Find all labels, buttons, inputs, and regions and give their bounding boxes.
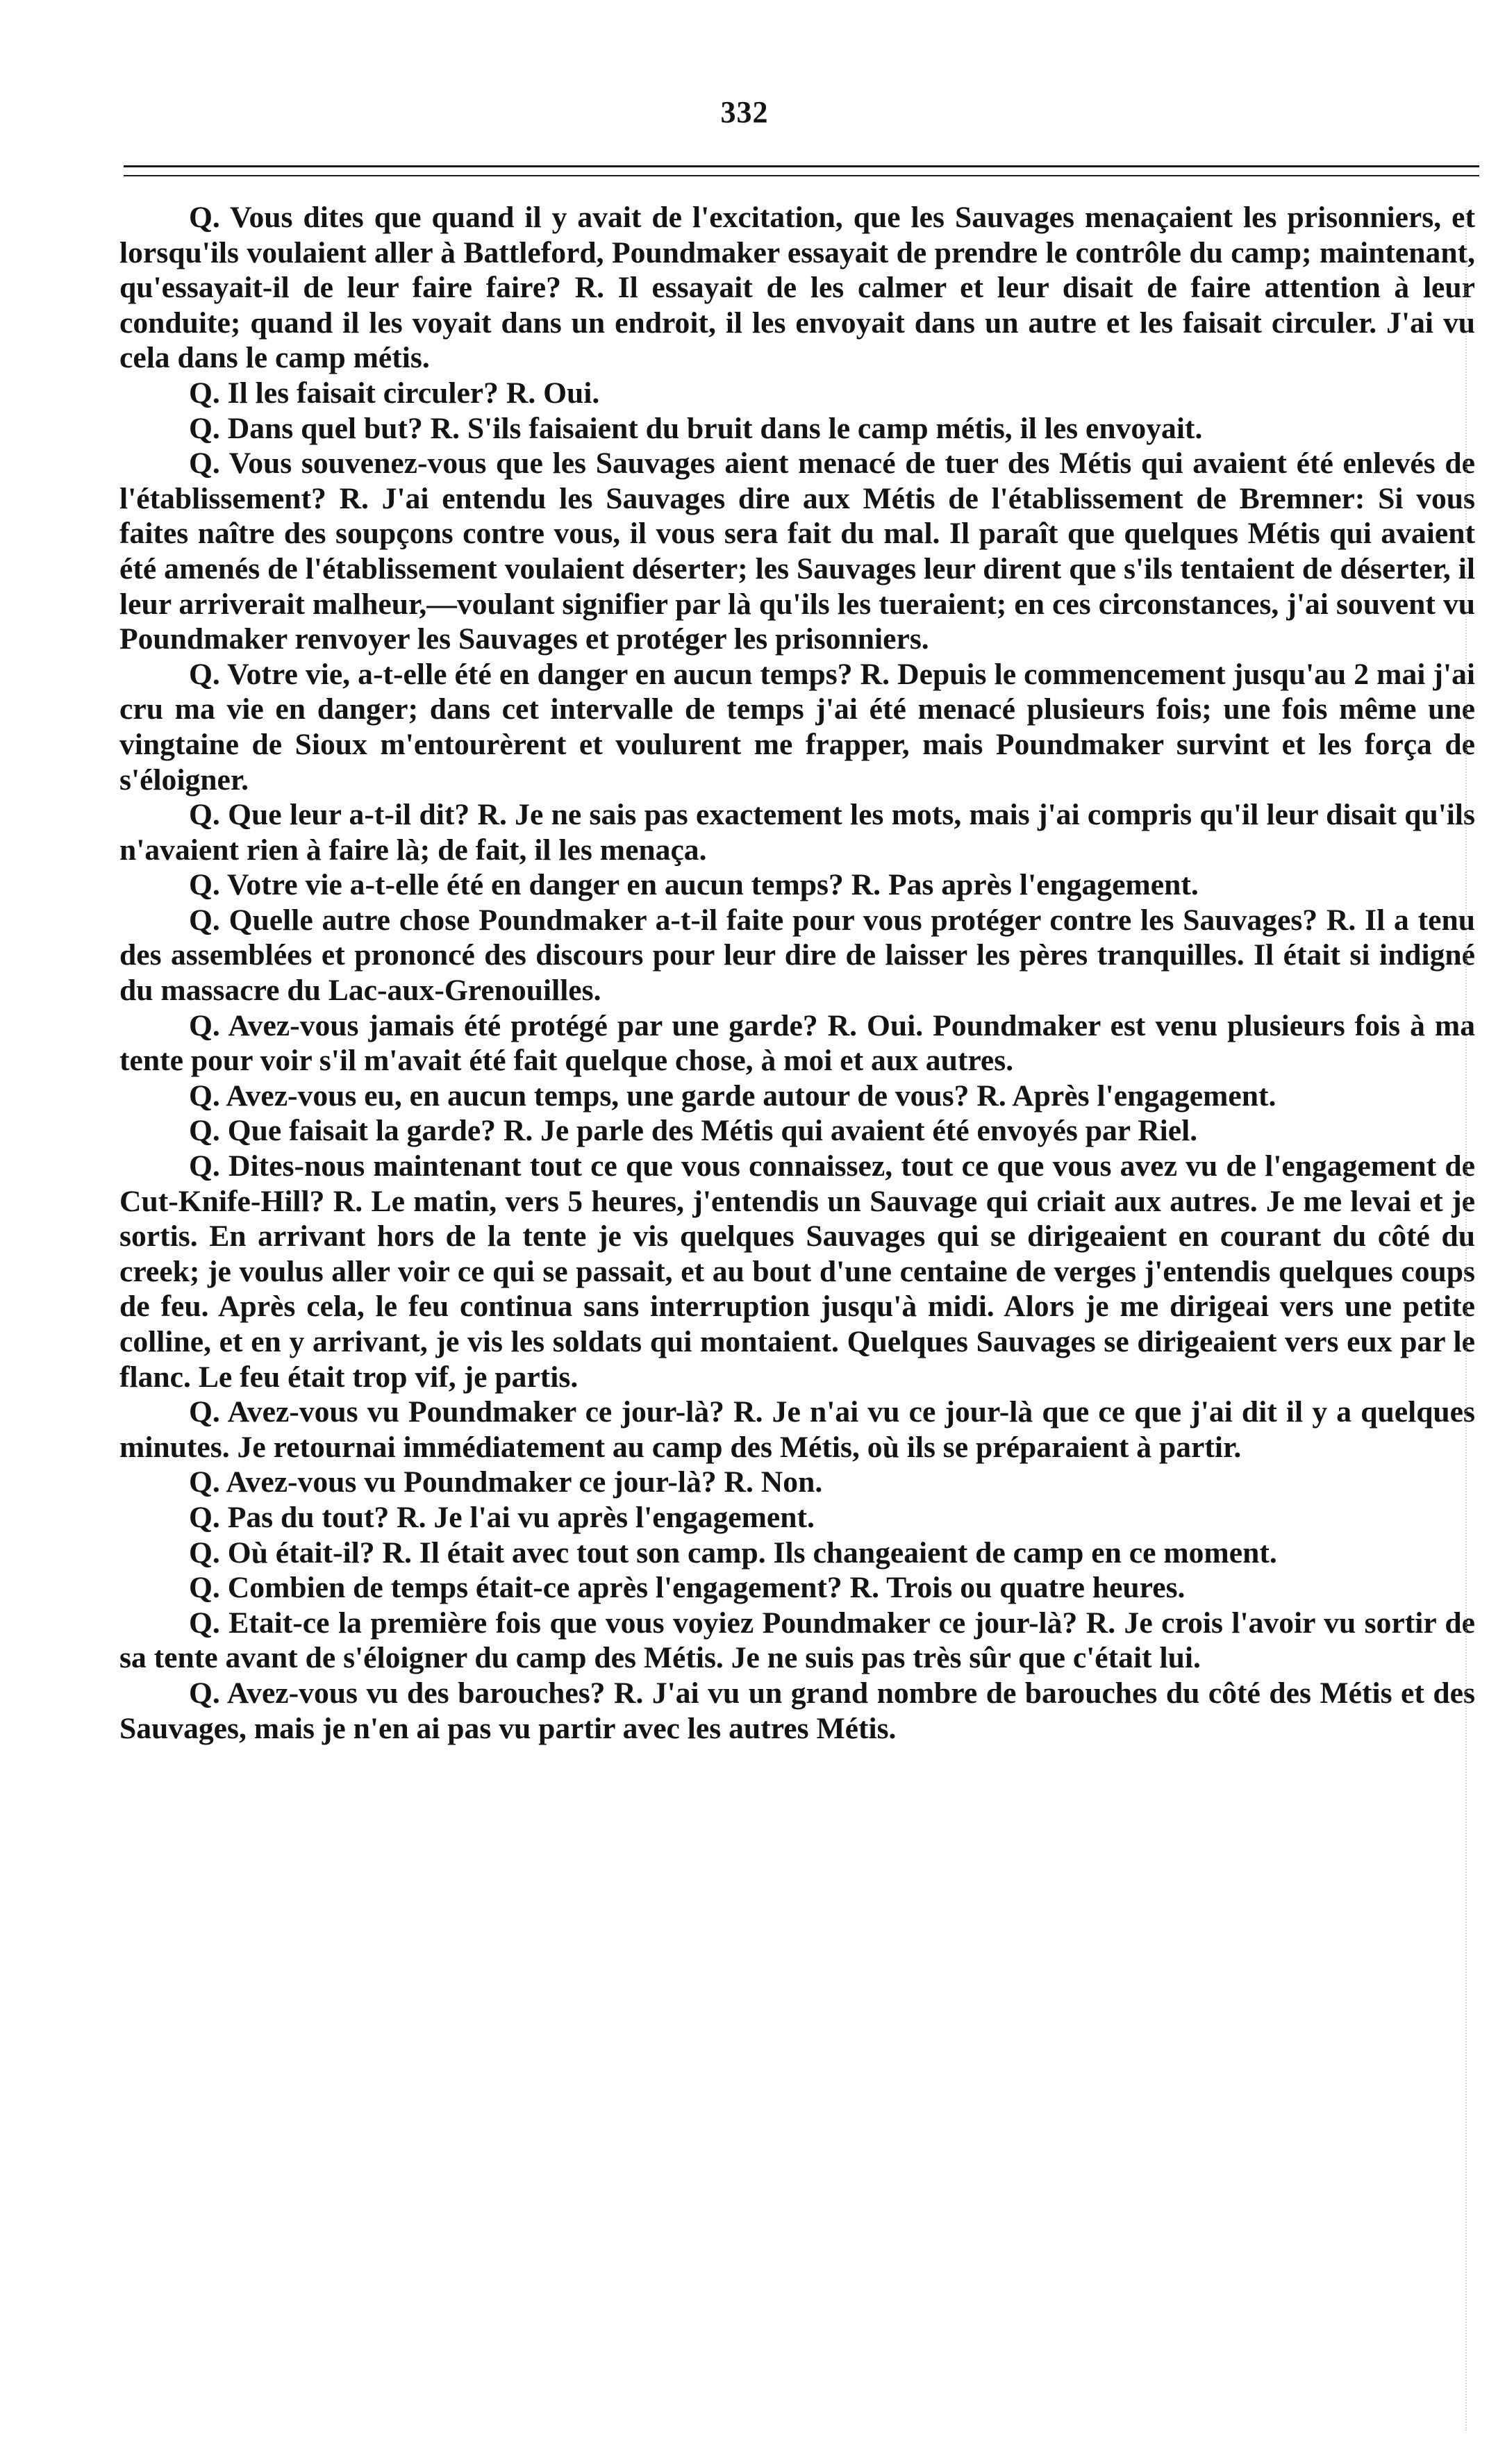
paragraph: Q. Vous souvenez-vous que les Sauvages aient menacé de tuer des Métis qui avaient été enlevés de l'établissement? R. J'ai entendu les Sauvages dire aux Métis de l'établissement de Bremner: Si vous faites naître des soupçons contre vous, il vous sera fait du mal. Il paraît que quelques Métis qui avaient été amenés de l'établissement voulaient déserter; les Sauvages leur dirent que s'ils tentaient de déserter, il leur arriverait malheur,—voulant signifier par là qu'ils les tueraient; en ces circonstances, j'ai souvent vu Poundmaker renvoyer les Sauvages et protéger les prisonniers. [119, 447, 1475, 656]
page-number: 332 [720, 95, 769, 129]
paragraph: Q. Il les faisait circuler? R. Oui. [189, 376, 600, 410]
paragraph: Q. Dans quel but? R. S'ils faisaient du bruit dans le camp métis, il les envoyait. [189, 411, 1203, 445]
paragraph: Q. Avez-vous vu Poundmaker ce jour-là? R. Non. [189, 1465, 823, 1499]
scan-margin-marks [1465, 208, 1488, 2431]
header-rule-bottom [124, 175, 1479, 176]
header-rule-top [124, 165, 1479, 167]
paragraph: Q. Que leur a-t-il dit? R. Je ne sais pas exactement les mots, mais j'ai compris qu'il leur disait qu'ils n'avaient rien à faire là; de fait, il les menaça. [119, 798, 1475, 867]
paragraph: Q. Avez-vous vu Poundmaker ce jour-là? R. Je n'ai vu ce jour-là que ce que j'ai dit il y a quelques minutes. Je retournai immédiatement au camp des Métis, où ils se préparaient à partir. [119, 1395, 1475, 1464]
paragraph: Q. Avez-vous vu des barouches? R. J'ai vu un grand nombre de barouches du côté des Métis et des Sauvages, mais je n'en ai pas vu partir avec les autres Métis. [119, 1676, 1475, 1745]
paragraph: Q. Quelle autre chose Poundmaker a-t-il faite pour vous protéger contre les Sauvages? R. Il a tenu des assemblées et prononcé des discours pour leur dire de laisser les pères tranquilles. Il était si indigné du massacre du Lac-aux-Grenouilles. [119, 903, 1475, 1008]
paragraph: Q. Dites-nous maintenant tout ce que vous connaissez, tout ce que vous avez vu de l'engagement de Cut-Knife-Hill? R. Le matin, vers 5 heures, j'entendis un Sauvage qui criait aux autres. Je me levai et je sortis. En arrivant hors de la tente je vis quelques Sauvages qui se dirigeaient en courant du côté du creek; je voulus aller voir ce qui se passait, et au bout d'une centaine de verges j'entendis quelques coups de feu. Après cela, le feu continua sans interruption jusqu'à midi. Alors je me dirigeai vers une petite colline, et en y arrivant, je vis les soldats qui montaient. Quelques Sauvages se dirigeaient vers eux par le flanc. Le feu était trop vif, je partis. [119, 1149, 1475, 1394]
paragraph: Q. Pas du tout? R. Je l'ai vu après l'engagement. [189, 1500, 815, 1534]
body-text [119, 200, 1475, 1746]
paragraph: Q. Combien de temps était-ce après l'engagement? R. Trois ou quatre heures. [189, 1571, 1186, 1605]
paragraph: Q. Votre vie, a-t-elle été en danger en aucun temps? R. Depuis le commencement jusqu'au 2 mai j'ai cru ma vie en danger; dans cet intervalle de temps j'ai été menacé plusieurs fois; une fois même une vingtaine de Sioux m'entourèrent et voulurent me frapper, mais Poundmaker survint et les força de s'éloigner. [119, 657, 1475, 797]
paragraph: Q. Etait-ce la première fois que vous voyiez Poundmaker ce jour-là? R. Je crois l'avoir vu sortir de sa tente avant de s'éloigner du camp des Métis. Je ne suis pas très sûr que c'était lui. [119, 1606, 1475, 1675]
paragraph: Q. Votre vie a-t-elle été en danger en aucun temps? R. Pas après l'engagement. [189, 868, 1199, 902]
paragraph: Q. Avez-vous jamais été protégé par une garde? R. Oui. Poundmaker est venu plusieurs fois à ma tente pour voir s'il m'avait été fait quelque chose, à moi et aux autres. [119, 1008, 1475, 1078]
paragraph: Q. Vous dites que quand il y avait de l'excitation, que les Sauvages menaçaient les prisonniers, et lorsqu'ils voulaient aller à Battleford, Poundmaker essayait de prendre le contrôle du camp; maintenant, qu'essayait-il de leur faire faire? R. Il essayait de les calmer et leur disait de faire attention à leur conduite; quand il les voyait dans un endroit, il les envoyait dans un autre et les faisait circuler. J'ai vu cela dans le camp métis. [119, 201, 1475, 375]
paragraph: Q. Où était-il? R. Il était avec tout son camp. Ils changeaient de camp en ce moment. [189, 1535, 1277, 1570]
paragraph: Q. Que faisait la garde? R. Je parle des Métis qui avaient été envoyés par Riel. [189, 1114, 1198, 1148]
paragraph: Q. Avez-vous eu, en aucun temps, une garde autour de vous? R. Après l'engagement. [189, 1079, 1276, 1113]
